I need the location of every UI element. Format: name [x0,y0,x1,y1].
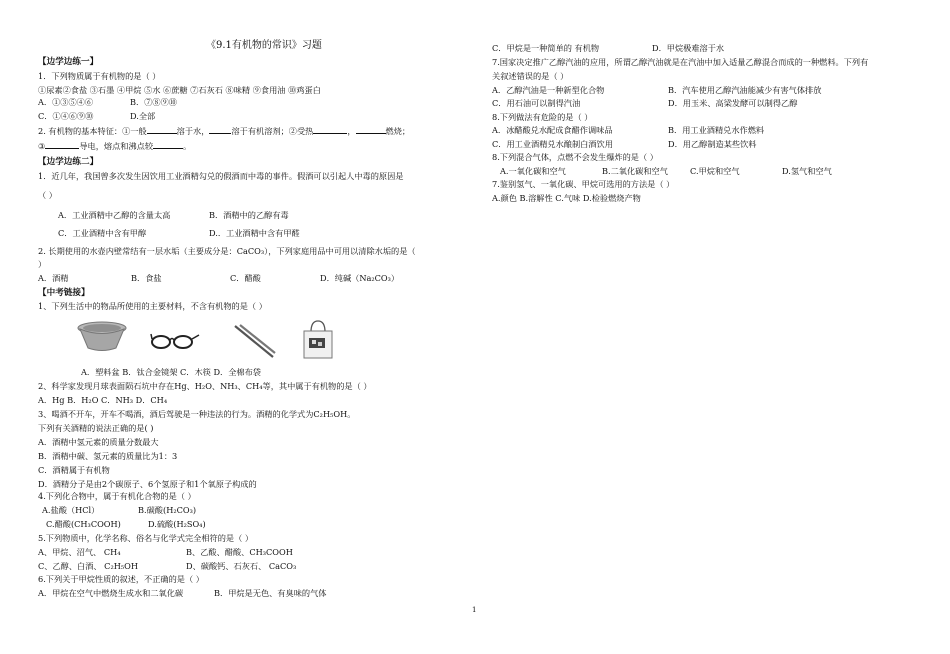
q8-stem: 8.下列做法有危险的是（ ） [492,112,593,122]
s3-q2-stem: 2、科学家发现月球表面陨石坑中存在Hg、H₂O、NH₃、CH₄等，其中属于有机物的是（ ） [38,381,372,391]
s1-q2-line1 [38,125,410,137]
section-heading-2: 【边学边练二】 [38,157,99,167]
s1-q1-option-d: D.全部 [130,111,156,121]
s1-q1-option-a: A．①③⑤④⑥ [38,97,94,107]
s2-q1-option-d: D.．工业酒精中含有甲醛 [209,228,300,238]
blank-1 [147,125,177,134]
s1-q2-text-4: ， [347,126,356,136]
page-number: 1 [472,606,477,614]
eyeglasses-image [150,330,200,352]
s2-q1-option-b: B．酒精中的乙醇有毒 [209,210,289,220]
s3-q3-option-b: B．酒精中碳、氢元素的质量比为1：3 [38,451,178,461]
s2-q2-paren: ） [38,259,47,269]
s3-q6-stem: 6.下列关于甲烷性质的叙述，不正确的是（ ） [38,574,204,584]
s3-q1-stem: 1、下列生活中的物品所使用的主要材料，不含有机物的是（ ） [38,301,267,311]
q8-option-d: D．用乙醇制造某些饮料 [668,139,757,149]
q7-option-d: D．用玉米、高梁发酵可以制得乙醇 [668,98,798,108]
q9-option-d: D.氢气和空气 [782,166,832,176]
page-title: 《9.1有机物的常识》习题 [206,40,322,51]
s3-q5-stem: 5.下列物质中，化学名称、俗名与化学式完全相符的是（ ） [38,533,254,543]
q9-option-b: B.二氧化碳和空气 [602,166,668,176]
s3-q4-option-b: B.碳酸(H₂CO₃) [138,505,197,515]
s3-q5-option-c: C、乙醇、白酒、 C₂H₅OH [38,561,139,571]
s3-q4-option-a: A.盐酸（HCl） [42,505,100,515]
s2-q2-option-d: D．纯碱（Na₂CO₃） [320,273,400,283]
s2-q2-stem: 2. 长期使用的水壶内壁常结有一层水垢（主要成分是：CaCO₃），下列家庭用品中可用以清除水垢的是（ [38,246,416,256]
q7-option-c: C．用石油可以制得汽油 [492,98,581,108]
q7-option-b: B．汽车使用乙醇汽油能减少有害气体排放 [668,85,822,95]
q7-stem-line2: 关叙述错误的是（ ） [492,71,569,81]
s3-q3-stem: 3、喝酒不开车，开车不喝酒，酒后驾驶是一种违法的行为。酒精的化学式为C₂H₅OH。 [38,409,356,419]
s3-q4-option-d: D.硫酸(H₂SO₄) [148,519,206,529]
q10-options: A.颜色 B.溶解性 C.气味 D.检验燃烧产物 [492,193,641,203]
q6-option-c: C．甲烷是一种简单的 有机物 [492,43,600,53]
s2-q1-paren: （ ） [38,190,57,200]
s1-q1-option-b: B．⑦⑧⑨⑩ [130,97,177,107]
section-heading-1: 【边学边练一】 [38,57,99,67]
blank-2 [209,125,231,134]
s1-q1-option-c: C．①④⑥⑨⑩ [38,111,94,121]
blank-6 [153,140,183,149]
s1-q2-text-2: 溶于水， [176,126,210,136]
s2-q1-stem: 1．近几年，我国曾多次发生因饮用工业酒精勾兑的假酒而中毒的事件。假酒可以引起人中毒的原因是 [38,171,404,181]
s1-q2-text-5: 燃烧； [385,126,411,136]
q7-stem-line1: 7.国家决定推广乙醇汽油的应用，所谓乙醇汽油就是在汽油中加入适量乙醇混合而成的一种燃料。下列有 [492,57,869,67]
s3-q5-option-a: A、甲烷、沼气、 CH₄ [38,547,121,557]
s3-q2-options: A．Hg B．H₂O C．NH₃ D．CH₄ [38,395,168,405]
q9-option-c: C.甲烷和空气 [690,166,740,176]
q9-stem: 8.下列混合气体，点燃不会发生爆炸的是（ ） [492,152,658,162]
s3-q6-option-b: B．甲烷是无色、有臭味的气体 [214,588,327,598]
q8-option-a: A．冰醋酸兑水配成食醋作调味品 [492,125,613,135]
s1-q2-text-8: 。 [183,141,192,151]
q6-option-d: D．甲烷极难溶于水 [652,43,725,53]
s2-q1-option-a: A．工业酒精中乙醇的含量太高 [58,210,171,220]
s3-q4-stem: 4.下列化合物中，属于有机化合物的是（ ） [38,491,196,501]
q10-stem: 7.鉴别氢气、一氧化碳、甲烷可选用的方法是（ ） [492,179,675,189]
s3-q5-option-b: B、乙酸、醋酸、CH₃COOH [186,547,293,557]
s3-q3-option-c: C．酒精属于有机物 [38,465,110,475]
s3-q3-option-a: A．酒精中氢元素的质量分数最大 [38,437,159,447]
s2-q2-option-a: A．酒精 [38,273,69,283]
q7-option-a: A．乙醇汽油是一种新型化合物 [492,85,605,95]
blank-4 [356,125,386,134]
s3-q3-option-d: D．酒精分子是由2个碳原子、6个氢原子和1个氧原子构成的 [38,479,257,489]
s1-q2-line2 [38,140,191,152]
s1-q2-text-3: 溶于有机溶剂；②受热 [231,126,314,136]
s1-q1-stem: 1．下列物质属于有机物的是（ ） [38,71,161,81]
s3-q6-option-a: A．甲烷在空气中燃烧生成水和二氧化碳 [38,588,184,598]
section-heading-3: 【中考链接】 [38,288,90,298]
s1-q2-text-7: 导电，熔点和沸点较 [79,141,154,151]
s1-q2-text-6: ③ [38,141,46,151]
q8-option-c: C．用工业酒精兑水酿制白酒饮用 [492,139,613,149]
chopsticks-image [232,324,276,360]
q8-option-b: B．用工业酒精兑水作燃料 [668,125,765,135]
s3-q3-sub: 下列有关酒精的说法正确的是( ) [38,423,154,433]
s1-q1-items: ①尿素②食盐 ③石墨 ④甲烷 ⑤水 ⑥蔗糖 ⑦石灰石 ⑧味精 ⑨食用油 ⑩鸡蛋白 [38,85,321,95]
s3-q4-option-c: C.醋酸(CH₃COOH) [46,519,121,529]
s2-q2-option-b: B．食盐 [131,273,162,283]
s3-q1-options: A．塑料盆 B．钛合金镜架 C．木筷 D．全棉布袋 [81,367,261,377]
q9-option-a: A.一氧化碳和空气 [500,166,566,176]
s2-q2-option-c: C．醋酸 [230,273,261,283]
plastic-basin-image [76,320,128,354]
blank-3 [313,125,347,134]
blank-5 [45,140,79,149]
s1-q2-text-1: 2. 有机物的基本特征：①一般 [38,126,147,136]
cotton-bag-image [301,320,335,360]
s2-q1-option-c: C．工业酒精中含有甲醇 [58,228,147,238]
s3-q5-option-d: D、碳酸钙、石灰石、 CaCO₃ [186,561,297,571]
